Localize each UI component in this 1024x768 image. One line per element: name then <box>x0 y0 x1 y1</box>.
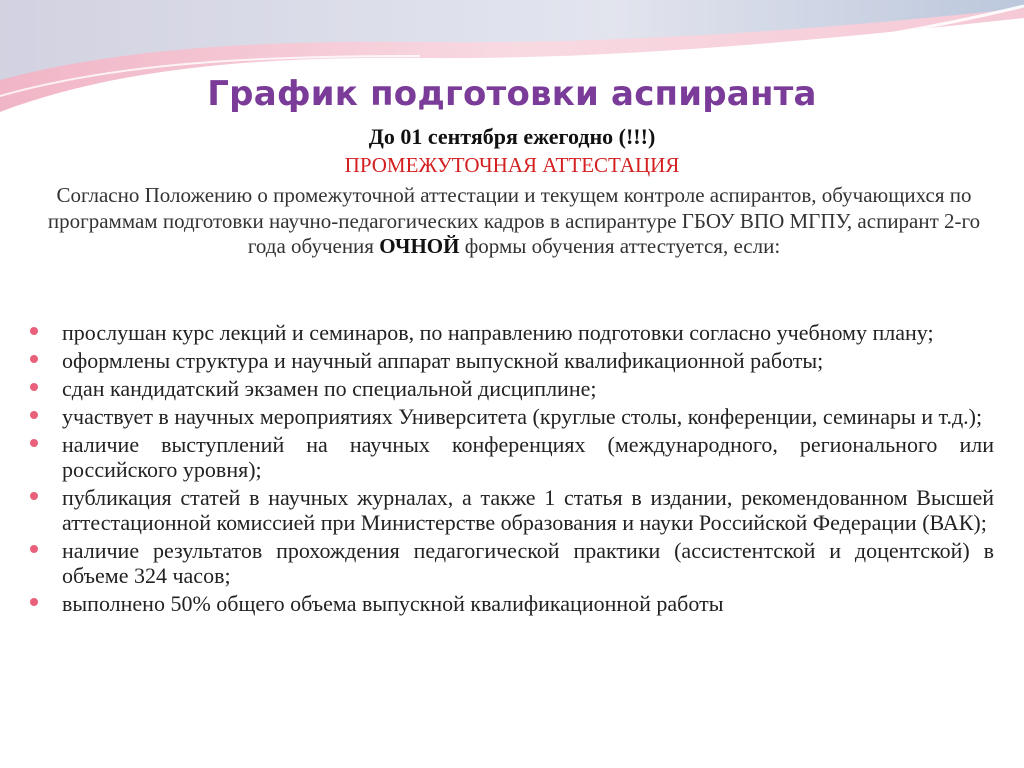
list-item <box>30 320 994 345</box>
list-item-text: сдан кандидатский экзамен по специальной дисциплине; <box>62 376 597 401</box>
bullet-icon <box>30 355 38 363</box>
list-item <box>30 485 994 535</box>
list-item-text: участвует в научных мероприятиях Университета (круглые столы, конференции, семинары и т.д.); <box>62 404 983 429</box>
slide-title: График подготовки аспиранта <box>207 74 817 114</box>
intro-text-part1: Согласно Положению о промежуточной аттестации и текущем контроле аспирантов, обучающихся по программам подготовки научно-педагогических кадров в аспирантуре ГБОУ ВПО МГПУ, аспирант 2-го года обучения <box>47 183 981 258</box>
list-item-text: прослушан курс лекций и семинаров, по направлению подготовки согласно учебному плану; <box>62 320 934 345</box>
section-title: ПРОМЕЖУТОЧНАЯ АТТЕСТАЦИЯ <box>344 153 680 177</box>
bullet-icon <box>30 411 38 419</box>
list-item-text: публикация статей в научных журналах, а также 1 статья в издании, рекомендованном Высшей аттестационной комиссией при Министерстве образования и науки Российской Федерации (ВАК); <box>62 485 994 535</box>
list-item <box>30 538 994 588</box>
bullet-icon <box>30 383 38 391</box>
bullet-icon <box>30 439 38 447</box>
intro-text-part2: формы обучения аттестуется, если: <box>459 234 781 258</box>
intro-paragraph <box>40 183 988 260</box>
bullet-icon <box>30 598 38 606</box>
list-item-text: наличие результатов прохождения педагогической практики (ассистентской и доцентской) в объеме 324 часов; <box>62 538 994 588</box>
list-item <box>30 404 994 429</box>
bullet-icon <box>30 492 38 500</box>
list-item-text: наличие выступлений на научных конференциях (международного, регионального или российского уровня); <box>62 432 994 482</box>
criteria-list <box>30 320 994 619</box>
list-item-text: выполнено 50% общего объема выпускной квалификационной работы <box>62 591 724 616</box>
list-item <box>30 591 994 616</box>
list-item-text: оформлены структура и научный аппарат выпускной квалификационной работы; <box>62 348 824 373</box>
intro-emphasis: ОЧНОЙ <box>379 234 460 258</box>
list-item <box>30 376 994 401</box>
slide-subtitle: До 01 сентября ежегодно (!!!) <box>368 124 656 149</box>
list-item <box>30 348 994 373</box>
bullet-icon <box>30 327 38 335</box>
bullet-icon <box>30 545 38 553</box>
list-item <box>30 432 994 482</box>
